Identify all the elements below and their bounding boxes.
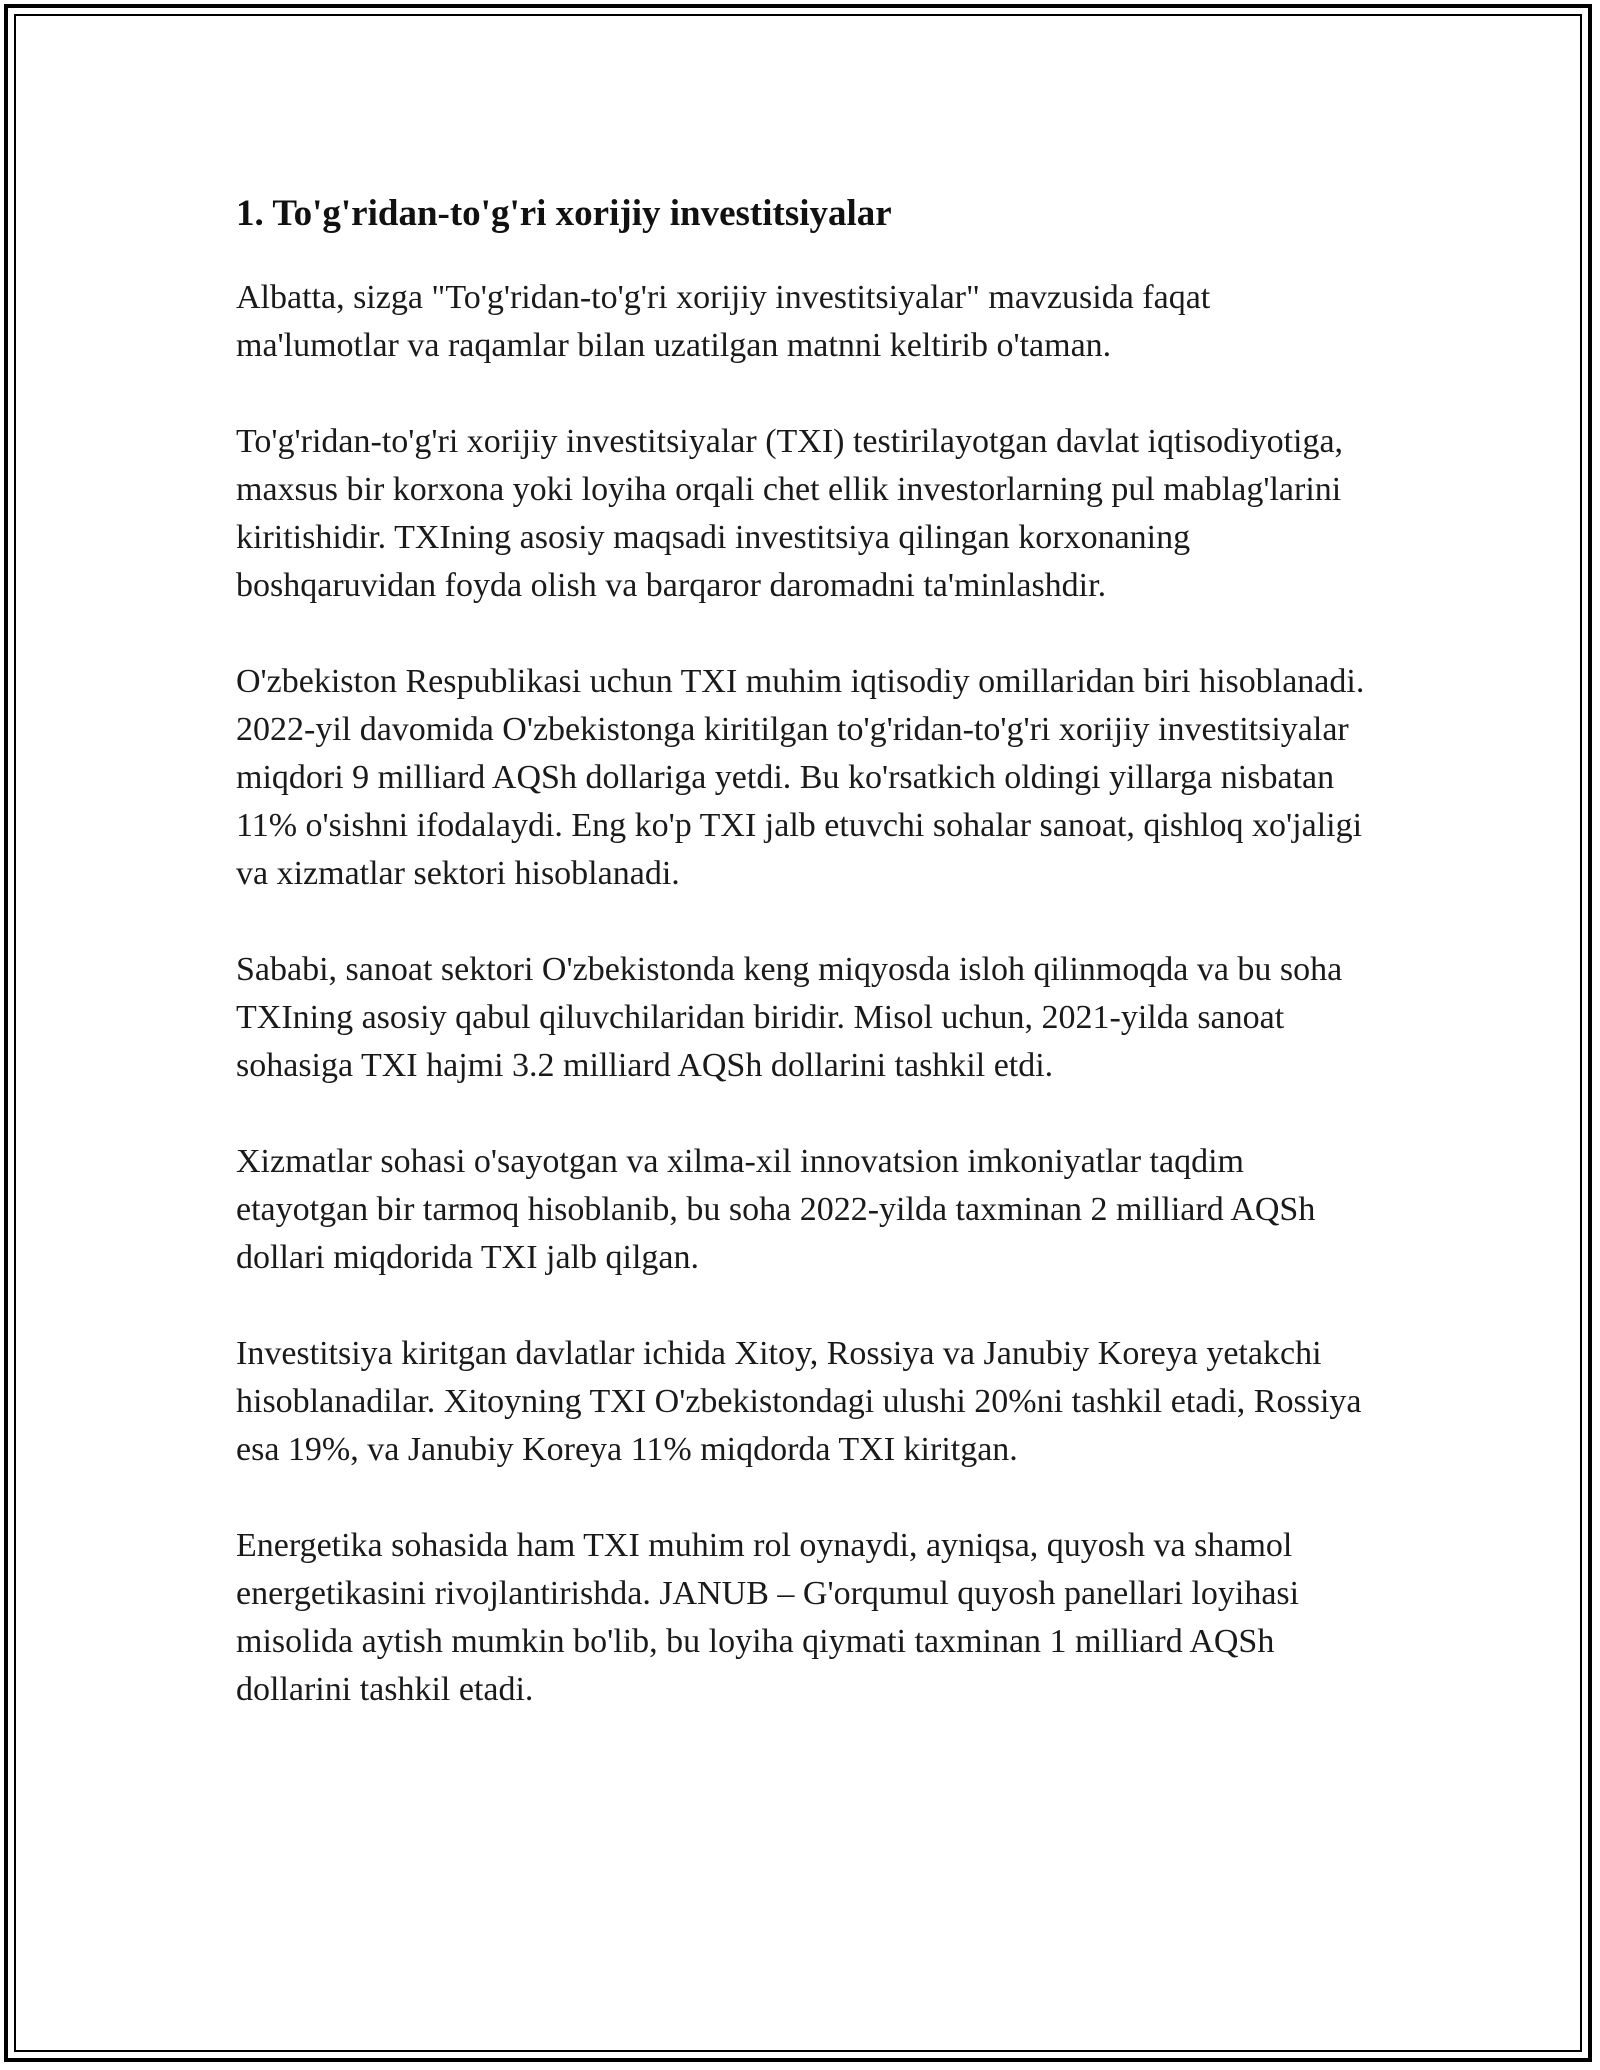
paragraph-services-sector: Xizmatlar sohasi o'sayotgan va xilma-xil innovatsion imkoniyatlar taqdim etayotgan bir tarmoq hisoblanib, bu soha 2022-yilda taxminan 2 milliard AQSh dollari miqdorida TXI jalb qilgan.	[236, 1143, 1316, 1276]
document-body	[236, 188, 1376, 1762]
paragraph-energy-sector: Energetika sohasida ham TXI muhim rol oynaydi, ayniqsa, quyosh va shamol energetikasini rivojlantirishda. JANUB – G'orqumul quyosh panellari loyihasi misolida aytish mumkin bo'lib, bu loyiha qiymati taxminan 1 milliard AQSh dollarini tashkil etadi.	[236, 1527, 1300, 1708]
paragraph-industry-sector: Sababi, sanoat sektori O'zbekistonda keng miqyosda isloh qilinmoqda va bu soha TXIning asosiy qabul qiluvchilaridan biridir. Misol uchun, 2021-yilda sanoat sohasiga TXI hajmi 3.2 milliard AQSh dollarini tashkil etdi.	[236, 951, 1343, 1084]
paragraph-intro: Albatta, sizga "To'g'ridan-to'g'ri xorijiy investitsiyalar" mavzusida faqat ma'lumotlar va raqamlar bilan uzatilgan matnni keltirib o'taman.	[236, 279, 1211, 364]
paragraph-investor-countries: Investitsiya kiritgan davlatlar ichida Xitoy, Rossiya va Janubiy Koreya yetakchi hisoblanadilar. Xitoyning TXI O'zbekistondagi ulushi 20%ni tashkil etadi, Rossiya esa 19%, va Janubiy Koreya 11% miqdorda TXI kiritgan.	[236, 1335, 1362, 1468]
paragraph-definition: To'g'ridan-to'g'ri xorijiy investitsiyalar (TXI) testirilayotgan davlat iqtisodiyotiga, maxsus bir korxona yoki loyiha orqali chet ellik investorlarning pul mablag'larini kiritishidir. TXIning asosiy maqsadi investitsiya qilingan korxonaning boshqaruvidan foyda olish va barqaror daromadni ta'minlashdir.	[236, 423, 1344, 604]
section-title: 1. To'g'ridan-to'g'ri xorijiy investitsiyalar	[236, 193, 892, 234]
paragraph-uzbekistan-fdi: O'zbekiston Respublikasi uchun TXI muhim iqtisodiy omillaridan biri hisoblanadi. 2022-yil davomida O'zbekistonga kiritilgan to'g'ridan-to'g'ri xorijiy investitsiyalar miqdori 9 milliard AQSh dollariga yetdi. Bu ko'rsatkich oldingi yillarga nisbatan 11% o'sishni ifodalaydi. Eng ko'p TXI jalb etuvchi sohalar sanoat, qishloq xo'jaligi va xizmatlar sektori hisoblanadi.	[236, 663, 1365, 892]
